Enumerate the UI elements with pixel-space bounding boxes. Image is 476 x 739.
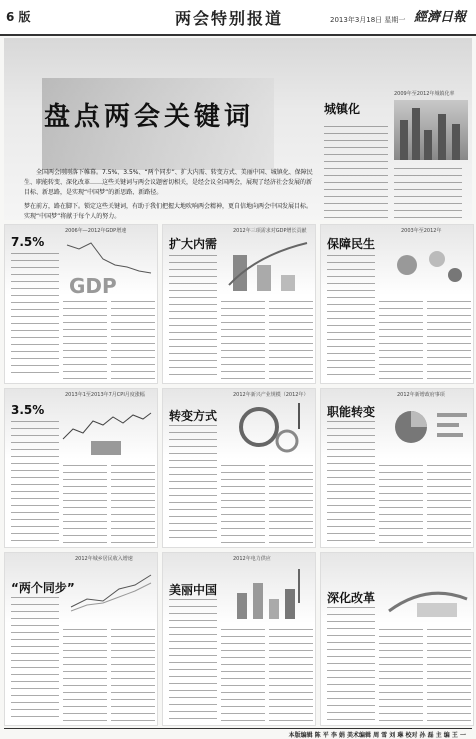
functions-chart	[387, 399, 469, 457]
panel-beautiful-china	[162, 552, 316, 726]
article-text	[221, 301, 265, 379]
welfare-label: 保障民生	[327, 237, 376, 251]
building-shape	[412, 108, 420, 160]
article-text	[427, 465, 471, 543]
article-text	[11, 253, 59, 379]
building-shape	[438, 114, 446, 160]
beauty-chart-caption: 2012年电力供应	[233, 556, 271, 562]
intro-text	[24, 168, 314, 226]
panel-gdp	[4, 224, 158, 384]
beauty-chart	[229, 563, 311, 621]
intro-paragraph: 梦在前方，路在脚下。锁定这些关键词，有助于我们把握大地吹响两会精神，更自信地向两会中国发展目标。实现“中国梦”将献于每个人的努力。	[24, 203, 313, 220]
article-text	[11, 597, 59, 721]
demand-chart	[227, 235, 311, 293]
article-text	[221, 629, 265, 721]
sync-chart	[69, 563, 153, 621]
reform-illustration	[387, 559, 469, 623]
demand-label: 扩大内需	[169, 237, 218, 251]
article-text	[327, 421, 375, 543]
intro-paragraph: 全国两会刚刚落下帷幕。7.5%、3.5%、“两个同步”、扩大内需、转变方式、美丽中国、城镇化、保障民生、职能转变、深化改革……这些关键词与两会议题密切相关，是经会议全国两会，展现了经济社会发展的新目标、新思路，是实现“中国梦”的新思路、新路径。	[24, 169, 313, 196]
edition-number: 6 版	[6, 10, 31, 24]
transform-chart	[229, 399, 311, 459]
cpi-label: 3.5%	[11, 403, 45, 417]
gdp-chart	[65, 235, 153, 297]
gdp-label: 7.5%	[11, 235, 45, 249]
building-shape	[400, 120, 408, 160]
article-text	[111, 301, 155, 379]
main-headline: 盘点两会关键词	[44, 102, 255, 132]
sync-label: “两个同步”	[11, 581, 75, 595]
article-text	[63, 465, 107, 543]
article-text	[169, 425, 217, 543]
article-text	[169, 255, 217, 379]
beauty-label: 美丽中国	[169, 583, 218, 597]
newspaper-logo: 經濟日報	[414, 10, 467, 25]
gdp-chart-caption: 2006年—2012年GDP增速	[65, 228, 127, 234]
article-text	[169, 599, 217, 721]
cpi-chart-caption: 2013年1至2013年7月CPI月度涨幅	[65, 392, 145, 398]
article-text	[63, 629, 107, 721]
panel-transformation	[162, 388, 316, 548]
panel-deepen-reform	[320, 552, 474, 726]
article-text	[63, 301, 107, 379]
lead-banner	[4, 38, 472, 220]
city-skyline-image	[394, 100, 468, 160]
article-text	[269, 465, 313, 543]
welfare-chart-caption: 2003年至2012年	[401, 228, 442, 234]
demand-chart-caption: 2012年三项需求对GDP增长贡献	[233, 228, 307, 234]
article-text	[221, 465, 265, 543]
article-text	[427, 301, 471, 379]
panel-function-transformation	[320, 388, 474, 548]
panel-cpi	[4, 388, 158, 548]
article-text	[11, 421, 59, 543]
article-text	[269, 629, 313, 721]
functions-chart-caption: 2012年新增政府事项	[397, 392, 445, 398]
article-text	[379, 301, 423, 379]
gdp-badge: GDP	[69, 274, 117, 297]
article-text	[111, 465, 155, 543]
editor-credits: 本版编辑 陈 平 李 娟 美术编辑 周 雪 刘 琳 校对 孙 磊 主 编 王 一	[288, 732, 466, 739]
building-shape	[452, 124, 460, 160]
issue-date: 2013年3月18日 星期一	[330, 16, 406, 24]
article-text	[111, 629, 155, 721]
page-footer	[4, 728, 472, 739]
article-text	[379, 629, 423, 721]
article-text	[427, 629, 471, 721]
sync-chart-caption: 2012年城乡居民收入增速	[75, 556, 133, 562]
urbanization-label: 城镇化	[324, 102, 361, 116]
building-shape	[424, 130, 432, 160]
article-text	[379, 465, 423, 543]
panel-domestic-demand	[162, 224, 316, 384]
reform-label: 深化改革	[327, 591, 376, 605]
functions-label: 职能转变	[327, 405, 376, 419]
section-title: 两会特别报道	[175, 9, 284, 28]
panel-welfare	[320, 224, 474, 384]
article-text	[327, 607, 375, 721]
panel-two-synchronizations	[4, 552, 158, 726]
transform-chart-caption: 2012年新兴产业规模（2012年）	[233, 392, 309, 398]
welfare-chart	[387, 235, 469, 293]
cpi-chart	[61, 399, 153, 457]
page-header	[0, 0, 476, 36]
urbanization-chart-caption: 2009年至2012年城镇化率	[394, 91, 455, 97]
article-text	[327, 255, 375, 379]
transform-label: 转变方式	[169, 409, 218, 423]
article-text	[269, 301, 313, 379]
